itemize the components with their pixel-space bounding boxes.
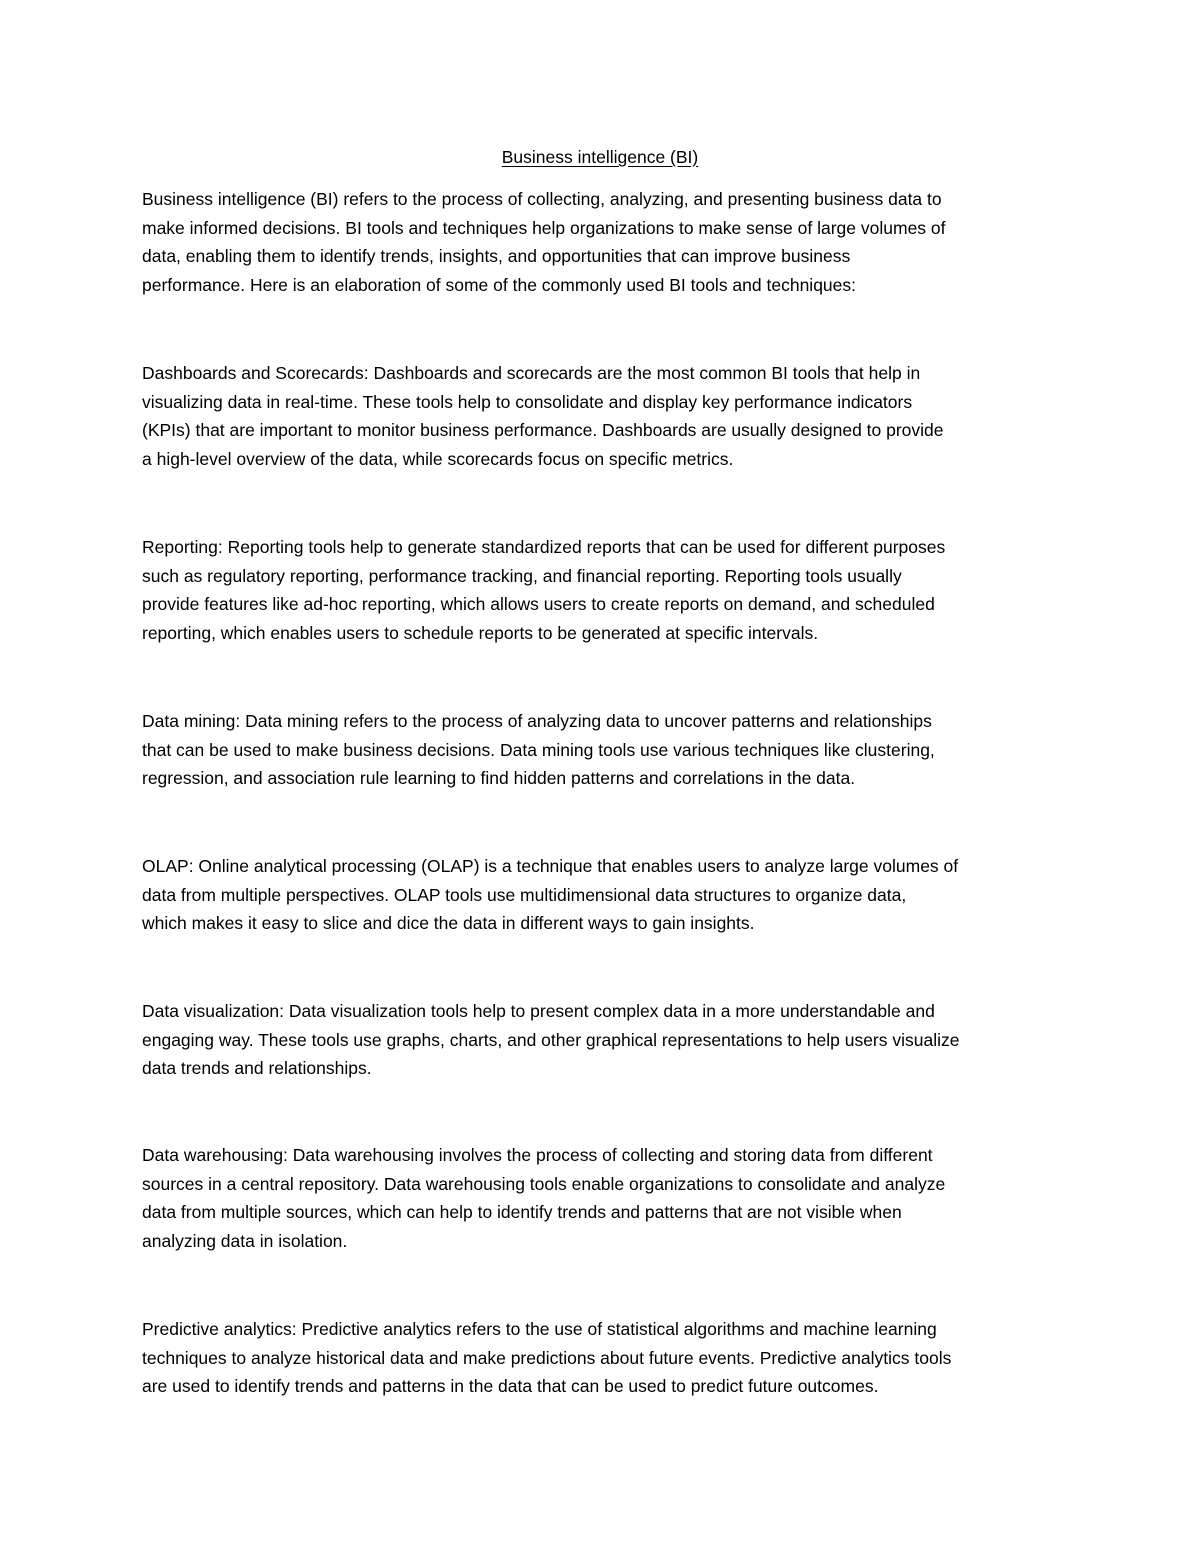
data-warehousing-paragraph	[142, 1141, 1062, 1255]
paragraph-line: OLAP: Online analytical processing (OLAP) is a technique that enables users to analyze large volumes of	[142, 856, 959, 876]
paragraph-line: Data mining: Data mining refers to the process of analyzing data to uncover patterns and relationships	[142, 711, 932, 731]
paragraph-line: that can be used to make business decisions. Data mining tools use various techniques like clustering,	[142, 739, 935, 760]
paragraph-line: techniques to analyze historical data and make predictions about future events. Predictive analytics tools	[142, 1347, 952, 1368]
paragraph-line: engaging way. These tools use graphs, charts, and other graphical representations to help users visualize	[142, 1029, 960, 1050]
document-title: Business intelligence (BI)	[501, 147, 699, 167]
paragraph-line: data from multiple perspectives. OLAP tools use multidimensional data structures to organize data,	[142, 884, 907, 905]
paragraph-line: are used to identify trends and patterns in the data that can be used to predict future outcomes.	[142, 1376, 879, 1397]
paragraph-line: visualizing data in real-time. These tools help to consolidate and display key performance indicators	[142, 391, 913, 412]
paragraph-line: Dashboards and Scorecards: Dashboards and scorecards are the most common BI tools that help in	[142, 363, 921, 383]
olap-paragraph	[142, 852, 1062, 938]
paragraph-line: sources in a central repository. Data warehousing tools enable organizations to consolidate and analyze	[142, 1173, 946, 1194]
paragraph-line: reporting, which enables users to schedule reports to be generated at specific intervals.	[142, 622, 819, 643]
paragraph-line: data from multiple sources, which can help to identify trends and patterns that are not visible when	[142, 1202, 902, 1223]
paragraph-line: Reporting: Reporting tools help to generate standardized reports that can be used for different purposes	[142, 537, 946, 557]
paragraph-line: provide features like ad-hoc reporting, which allows users to create reports on demand, and scheduled	[142, 594, 935, 615]
paragraph-line: regression, and association rule learning to find hidden patterns and correlations in the data.	[142, 768, 856, 789]
data-mining-paragraph	[142, 707, 1062, 793]
intro-paragraph	[142, 185, 1062, 299]
paragraph-line: Business intelligence (BI) refers to the process of collecting, analyzing, and presenting business data to	[142, 189, 942, 209]
dashboards-paragraph	[142, 359, 1062, 473]
paragraph-line: such as regulatory reporting, performance tracking, and financial reporting. Reporting tools usually	[142, 565, 902, 586]
data-visualization-paragraph	[142, 997, 1062, 1083]
paragraph-line: (KPIs) that are important to monitor business performance. Dashboards are usually designed to provide	[142, 420, 944, 441]
paragraph-line: Predictive analytics: Predictive analytics refers to the use of statistical algorithms and machine learning	[142, 1319, 937, 1339]
paragraph-line: Data visualization: Data visualization tools help to present complex data in a more understandable and	[142, 1001, 935, 1021]
reporting-paragraph	[142, 533, 1062, 647]
paragraph-line: which makes it easy to slice and dice the data in different ways to gain insights.	[142, 913, 755, 934]
paragraph-line: performance. Here is an elaboration of some of the commonly used BI tools and techniques:	[142, 274, 857, 295]
predictive-analytics-paragraph	[142, 1315, 1062, 1401]
paragraph-line: Data warehousing: Data warehousing involves the process of collecting and storing data from different	[142, 1145, 933, 1165]
paragraph-line: data trends and relationships.	[142, 1058, 372, 1079]
paragraph-line: a high-level overview of the data, while scorecards focus on specific metrics.	[142, 448, 734, 469]
paragraph-line: data, enabling them to identify trends, insights, and opportunities that can improve business	[142, 246, 851, 267]
paragraph-line: analyzing data in isolation.	[142, 1230, 348, 1251]
paragraph-line: make informed decisions. BI tools and techniques help organizations to make sense of large volumes of	[142, 217, 946, 238]
